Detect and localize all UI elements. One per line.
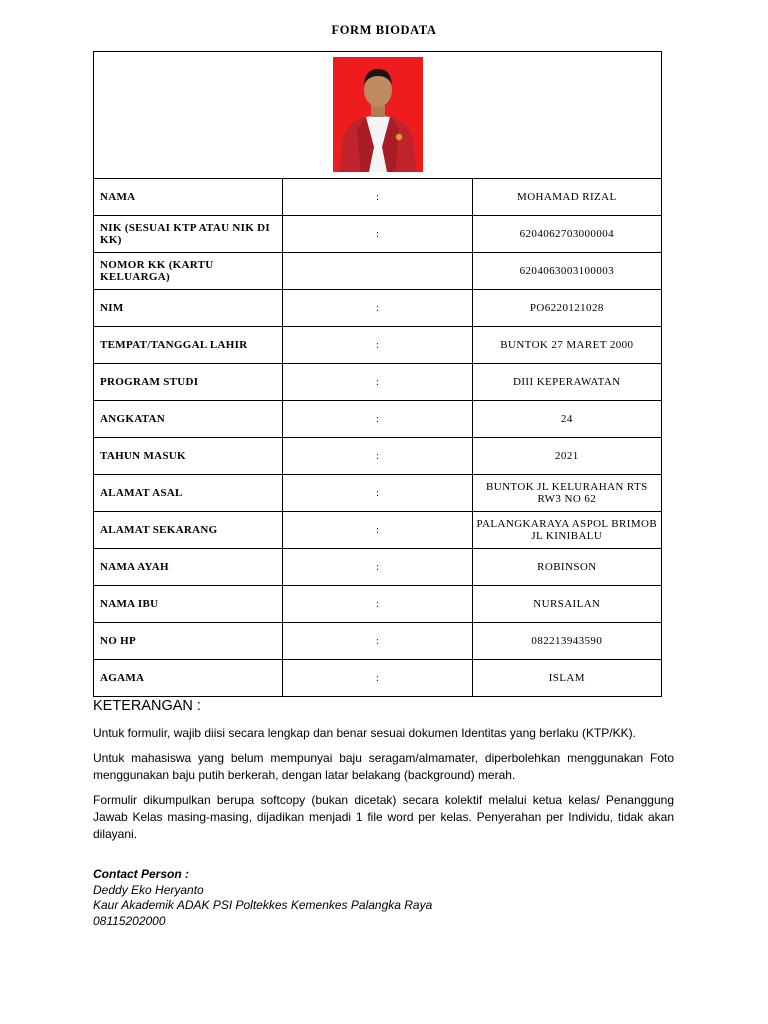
note-paragraph-1: Untuk formulir, wajib diisi secara lengkap dan benar sesuai dokumen Identitas yang berlaku (KTP/KK). — [93, 726, 636, 740]
field-value: 24 — [472, 401, 661, 438]
table-row — [94, 438, 662, 475]
notes-heading: KETERANGAN : — [93, 698, 201, 714]
contact-name: Deddy Eko Heryanto — [93, 882, 204, 897]
field-label: NAMA IBU — [94, 586, 283, 623]
table-row — [94, 179, 662, 216]
field-colon: : — [283, 549, 472, 586]
field-label: NOMOR KK (KARTU KELUARGA) — [94, 253, 283, 290]
table-row — [94, 216, 662, 253]
field-colon: : — [283, 512, 472, 549]
student-photo — [333, 57, 423, 172]
table-row — [94, 253, 662, 290]
contact-phone: 08115202000 — [93, 913, 166, 928]
table-row — [94, 623, 662, 660]
field-label: ALAMAT ASAL — [94, 475, 283, 512]
note-paragraph-2: Untuk mahasiswa yang belum mempunyai baju seragam/almamater, diperbolehkan menggunakan Foto menggunakan baju putih berkerah, dengan latar belakang (background) merah. — [93, 751, 674, 782]
field-label: AGAMA — [94, 660, 283, 697]
field-colon: : — [283, 327, 472, 364]
field-colon: : — [283, 438, 472, 475]
field-value: 6204063003100003 — [472, 253, 661, 290]
table-row — [94, 512, 662, 549]
notes-section — [93, 698, 674, 851]
table-row — [94, 549, 662, 586]
field-label: NO HP — [94, 623, 283, 660]
table-row — [94, 660, 662, 697]
field-colon: : — [283, 586, 472, 623]
field-label: NIM — [94, 290, 283, 327]
field-label: NIK (SESUAI KTP ATAU NIK DI KK) — [94, 216, 283, 253]
table-row — [94, 364, 662, 401]
field-colon: : — [283, 475, 472, 512]
field-colon: : — [283, 364, 472, 401]
field-value: ISLAM — [472, 660, 661, 697]
field-value: BUNTOK JL KELURAHAN RTS RW3 NO 62 — [472, 475, 661, 512]
field-value: MOHAMAD RIZAL — [472, 179, 661, 216]
table-row — [94, 475, 662, 512]
form-title: FORM BIODATA — [331, 23, 437, 37]
field-label: PROGRAM STUDI — [94, 364, 283, 401]
field-colon: : — [283, 179, 472, 216]
field-colon: : — [283, 660, 472, 697]
contact-title: Contact Person : — [93, 867, 190, 881]
table-row — [94, 401, 662, 438]
field-value: NURSAILAN — [472, 586, 661, 623]
contact-position: Kaur Akademik ADAK PSI Poltekkes Kemenkes Palangka Raya — [93, 898, 433, 912]
field-colon: : — [283, 401, 472, 438]
field-label: ALAMAT SEKARANG — [94, 512, 283, 549]
biodata-table — [93, 51, 662, 697]
table-row — [94, 586, 662, 623]
field-colon: : — [283, 623, 472, 660]
field-value: 6204062703000004 — [472, 216, 661, 253]
field-value: DIII KEPERAWATAN — [472, 364, 661, 401]
note-paragraph-3: Formulir dikumpulkan berupa softcopy (bukan dicetak) secara kolektif melalui ketua kelas/ Penanggung Jawab Kelas masing-masing, dijadikan menjadi 1 file word per kelas. Penyerahan per Individu, tidak akan dilayani. — [93, 793, 674, 841]
field-value: PO6220121028 — [472, 290, 661, 327]
field-label: TAHUN MASUK — [94, 438, 283, 475]
field-label: TEMPAT/TANGGAL LAHIR — [94, 327, 283, 364]
table-row — [94, 290, 662, 327]
contact-section — [93, 867, 432, 929]
field-value: ROBINSON — [472, 549, 661, 586]
field-colon: : — [283, 290, 472, 327]
portrait-illustration — [333, 57, 423, 172]
field-value: PALANGKARAYA ASPOL BRIMOB JL KINIBALU — [472, 512, 661, 549]
field-value: 2021 — [472, 438, 661, 475]
field-colon — [283, 253, 472, 290]
field-label: ANGKATAN — [94, 401, 283, 438]
field-value: BUNTOK 27 MARET 2000 — [472, 327, 661, 364]
photo-cell — [94, 52, 662, 179]
table-row — [94, 327, 662, 364]
field-label: NAMA — [94, 179, 283, 216]
field-colon: : — [283, 216, 472, 253]
field-value: 082213943590 — [472, 623, 661, 660]
field-label: NAMA AYAH — [94, 549, 283, 586]
